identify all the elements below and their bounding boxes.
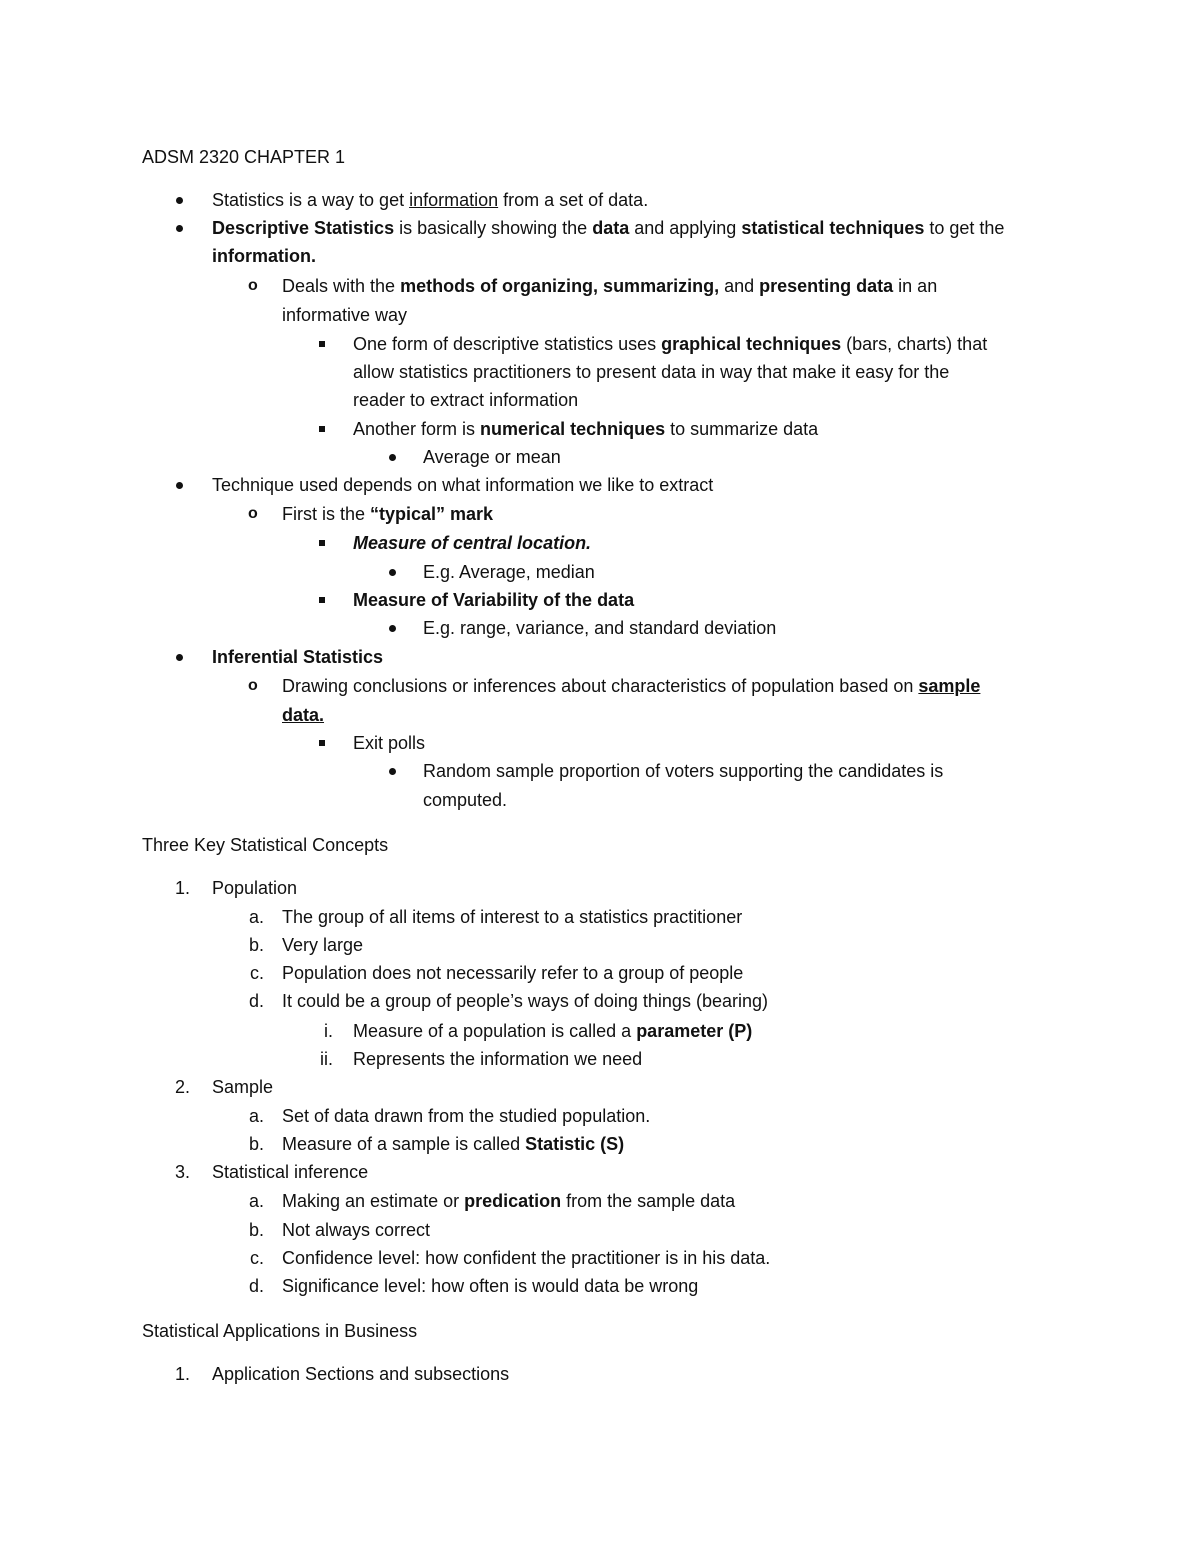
list-letter: b.: [248, 1220, 264, 1240]
list-item-continuation: informative way: [282, 305, 408, 325]
list-item: First is the “typical” mark: [282, 504, 494, 524]
list-item: Measure of a population is called a parameter (P): [353, 1021, 753, 1041]
list-item-continuation: computed.: [423, 790, 508, 810]
list-item-continuation: allow statistics practitioners to present data in way that make it easy for the: [353, 362, 950, 382]
list-item: Application Sections and subsections: [212, 1364, 510, 1384]
bullet-marker: [176, 225, 183, 232]
list-item: Measure of central location.: [353, 533, 592, 553]
list-item: Exit polls: [353, 733, 426, 753]
list-item: Sample: [212, 1077, 274, 1097]
list-item: Population: [212, 878, 298, 898]
list-item: Represents the information we need: [353, 1049, 643, 1069]
bullet-marker: [389, 625, 396, 632]
list-number: 2.: [174, 1077, 190, 1097]
square-bullet-marker: [319, 540, 325, 546]
list-item: The group of all items of interest to a statistics practitioner: [282, 907, 743, 927]
bullet-marker: [176, 482, 183, 489]
list-item-continuation: reader to extract information: [353, 390, 579, 410]
list-letter: d.: [248, 991, 264, 1011]
list-number: 1.: [174, 878, 190, 898]
list-item: Another form is numerical techniques to summarize data: [353, 419, 819, 439]
list-item: Significance level: how often is would data be wrong: [282, 1276, 699, 1296]
square-bullet-marker: [319, 740, 325, 746]
bullet-marker: [176, 654, 183, 661]
list-roman: ii.: [320, 1049, 333, 1069]
list-item: E.g. range, variance, and standard deviation: [423, 618, 777, 638]
list-item: Measure of Variability of the data: [353, 590, 635, 610]
square-bullet-marker: [319, 341, 325, 347]
list-letter: b.: [248, 1134, 264, 1154]
list-item: Making an estimate or predication from the sample data: [282, 1191, 736, 1211]
list-item: E.g. Average, median: [423, 562, 595, 582]
list-item: Measure of a sample is called Statistic (S): [282, 1134, 625, 1154]
list-item: Technique used depends on what information we like to extract: [212, 475, 714, 495]
bullet-marker: [389, 768, 396, 775]
section-heading: Three Key Statistical Concepts: [142, 835, 389, 855]
list-item: Very large: [282, 935, 364, 955]
list-letter: a.: [248, 1191, 264, 1211]
list-letter: a.: [248, 907, 264, 927]
list-letter: d.: [248, 1276, 264, 1296]
list-number: 3.: [174, 1162, 190, 1182]
circle-bullet-marker: o: [248, 677, 258, 694]
list-item: Statistical inference: [212, 1162, 369, 1182]
section-heading: Statistical Applications in Business: [142, 1321, 418, 1341]
list-item-continuation: information.: [212, 246, 316, 266]
list-letter: c.: [249, 963, 264, 983]
square-bullet-marker: [319, 597, 325, 603]
list-item: Random sample proportion of voters supporting the candidates is: [423, 761, 944, 781]
list-item: One form of descriptive statistics uses graphical techniques (bars, charts) that: [353, 334, 988, 354]
list-item: It could be a group of people’s ways of doing things (bearing): [282, 991, 768, 1011]
list-item: Drawing conclusions or inferences about characteristics of population based on sample: [282, 676, 981, 696]
list-item: Set of data drawn from the studied population.: [282, 1106, 651, 1126]
list-roman: i.: [324, 1021, 333, 1041]
list-letter: b.: [248, 935, 264, 955]
list-item: Deals with the methods of organizing, summarizing, and presenting data in an: [282, 276, 938, 296]
list-item: Average or mean: [423, 447, 561, 467]
bullet-marker: [389, 454, 396, 461]
list-letter: a.: [248, 1106, 264, 1126]
page-title: ADSM 2320 CHAPTER 1: [142, 147, 346, 167]
square-bullet-marker: [319, 426, 325, 432]
list-item: Statistics is a way to get information from a set of data.: [212, 190, 649, 210]
list-item: Inferential Statistics: [212, 647, 384, 667]
list-item: Descriptive Statistics is basically showing the data and applying statistical techniques to get the: [212, 218, 1005, 238]
bullet-marker: [389, 569, 396, 576]
list-item: Confidence level: how confident the practitioner is in his data.: [282, 1248, 771, 1268]
list-item: Not always correct: [282, 1220, 431, 1240]
list-item-continuation: data.: [282, 705, 325, 725]
list-number: 1.: [174, 1364, 190, 1384]
circle-bullet-marker: o: [248, 505, 258, 522]
list-letter: c.: [249, 1248, 264, 1268]
circle-bullet-marker: o: [248, 277, 258, 294]
list-item: Population does not necessarily refer to a group of people: [282, 963, 744, 983]
bullet-marker: [176, 197, 183, 204]
